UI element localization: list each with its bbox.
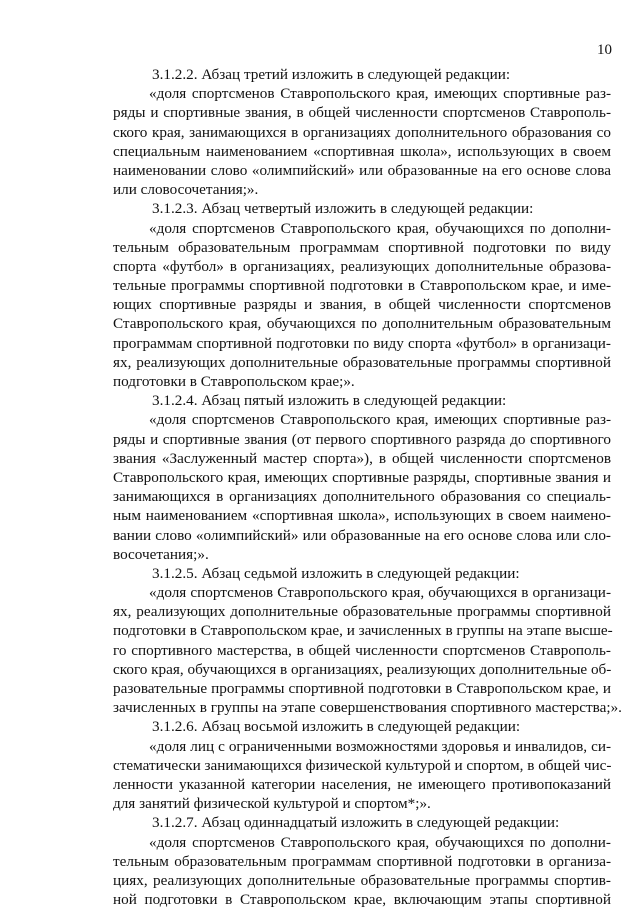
section-heading-line: 3.1.2.5. Абзац седьмой изложить в следующей редакции: [152,564,520,582]
section-heading-line: 3.1.2.6. Абзац восьмой изложить в следующей редакции: [152,718,521,736]
paragraph-line: занимающихся в организациях дополнительного образования со специаль- [113,488,611,506]
paragraph-line: зачисленных в группы на этапе совершенствования спортивного мастерства;». [113,699,622,717]
paragraph-line: подготовки в Ставропольском крае, и зачисленных в группы на этапе высше- [113,622,613,640]
paragraph-line: специальным наименованием «спортивная школа», использующих в своем [113,142,611,160]
paragraph-line: «доля спортсменов Ставропольского края, обучающихся в организаци- [149,584,611,602]
paragraph-line: звания «Заслуженный мастер спорта»), в общей численности спортсменов [113,449,611,467]
paragraph-line: циях, реализующих дополнительные образовательные программы спортив- [113,871,611,889]
section-heading-line: 3.1.2.2. Абзац третий изложить в следующей редакции: [152,66,511,83]
paragraph-line: программам спортивной подготовки по виду спорта «футбол» в организаци- [113,334,611,352]
paragraph-line: для занятий физической культурой и спортом*;». [113,795,431,813]
paragraph-line: ряды и спортивные звания, в общей численности спортсменов Ставрополь- [113,104,611,122]
paragraph-line: наименовании слово «олимпийский» или образованные на его основе слова [113,161,611,179]
paragraph-line: тельные программы спортивной подготовки в Ставропольском крае, и име- [113,277,611,295]
paragraph-line: ского края, занимающихся в организациях дополнительного образования со [113,123,611,141]
paragraph-line: вании слово «олимпийский» или образованные на его основе слова или сло- [113,526,611,544]
paragraph-line: ной подготовки в Ставропольском крае, включающим этапы спортивной [113,891,611,909]
paragraph-line: «доля спортсменов Ставропольского края, имеющих спортивные раз- [149,411,611,429]
paragraph-line: ряды и спортивные звания (от первого спортивного разряда до спортивного [113,430,611,448]
paragraph-line: тельным образовательным программам спортивной подготовки по виду [113,238,611,256]
paragraph-line: стематически занимающихся физической культурой и спортом, в общей чис- [113,756,612,774]
paragraph-line: ющих спортивные разряды и звания, в общей численности спортсменов [113,296,611,314]
paragraph-line: ленности указанной категории населения, не имеющего противопоказаний [113,775,611,793]
paragraph-line: Ставропольского края, обучающихся по дополнительным образовательным [113,315,611,333]
paragraph-line: разовательные программы спортивной подготовки в Ставропольском крае, и [113,680,611,697]
paragraph-line: «доля лиц с ограниченными возможностями здоровья и инвалидов, си- [149,737,611,755]
paragraph-line: го спортивного мастерства, в общей численности спортсменов Ставрополь- [113,641,611,659]
section-heading-line: 3.1.2.7. Абзац одиннадцатый изложить в следующей редакции: [152,814,560,832]
paragraph-line: ского края, обучающихся в организациях, реализующих дополнительные об- [113,660,612,678]
paragraph-line: Ставропольского края, имеющих спортивные разряды, спортивные звания и [113,468,611,486]
paragraph-line: ях, реализующих дополнительные образовательные программы спортивной [113,353,611,371]
paragraph-line: «доля спортсменов Ставропольского края, обучающихся по дополни- [149,219,611,237]
paragraph-line: «доля спортсменов Ставропольского края, обучающихся по дополни- [149,833,611,851]
document-body [0,65,640,909]
paragraph-line: спорта «футбол» в организациях, реализующих дополнительные образова- [113,257,611,275]
paragraph-line: подготовки в Ставропольском крае;». [113,373,355,390]
paragraph-line: ях, реализующих дополнительные образовательные программы спортивной [113,603,611,621]
section-heading-line: 3.1.2.4. Абзац пятый изложить в следующей редакции: [152,392,507,410]
paragraph-line: восочетания;». [113,545,209,563]
paragraph-line: или словосочетания;». [113,181,259,199]
page-number: 10 [597,42,612,58]
paragraph-line: ным наименованием «спортивная школа», использующих в своем наимено- [113,507,611,525]
paragraph-line: тельным образовательным программам спортивной подготовки в организа- [113,852,611,870]
paragraph-line: «доля спортсменов Ставропольского края, имеющих спортивные раз- [149,85,611,103]
section-heading-line: 3.1.2.3. Абзац четвертый изложить в следующей редакции: [152,200,534,218]
